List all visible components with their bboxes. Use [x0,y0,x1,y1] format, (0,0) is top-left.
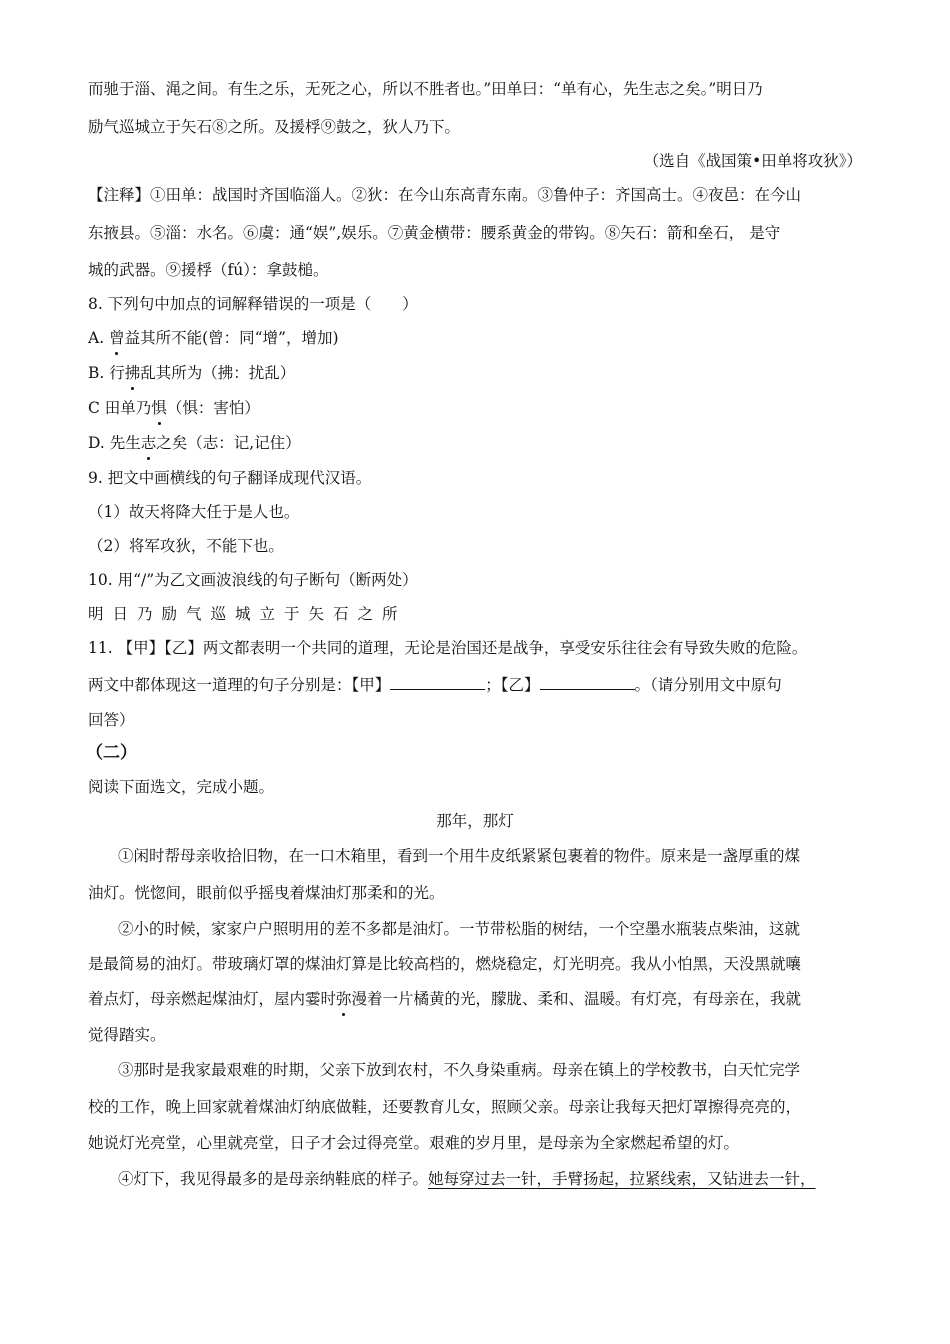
q8-b-dotted-word: 拂 [124,364,141,382]
q8-option-d [88,432,301,454]
essay-p3-line-2: 校的工作，晚上回家就着煤油灯纳底做鞋，还要教育儿女，照顾父亲。母亲让我每天把灯罩擦得亮亮的， [88,1098,802,1116]
q10-stem: 10. 用“/”为乙文画波浪线的句子断句（断两处） [88,571,418,589]
essay-p2-line-1: ②小的时候，家家户户照明用的差不多都是油灯。一节带松脂的树结，一个空墨水瓶装点柴油，这就 [118,920,801,938]
essay-p4-underlined-sentence: 她每穿过去一针，手臂扬起，拉紧线索，又钻进去一针， [428,1170,816,1188]
essay-p2-l3-post: 漫着一片橘黄的光，朦胧、柔和、温暖。有灯亮，有母亲在，我就 [351,990,802,1008]
essay-p1-line-1: ①闲时帮母亲收拾旧物，在一口木箱里，看到一个用牛皮纸紧紧包裹着的物件。原来是一盏厚重的煤 [118,847,801,865]
q8-d-dotted-word: 志 [140,434,157,452]
essay-p4-pre: ④灯下，我见得最多的是母亲纳鞋底的样子。 [118,1170,429,1188]
q8-c-text: （惧：害怕） [166,399,260,417]
q11-instruction: 。（请分别用文中原句 [634,676,782,694]
q8-d-text: 之矣（志：记,记住） [156,434,301,452]
q11-line-1: 11. 【甲】【乙】两文都表明一个共同的道理，无论是治国还是战争，享受安乐往往会有导致失败的危险。 [88,639,808,657]
essay-p2-line-4: 觉得踏实。 [88,1026,166,1044]
q8-d-prefix: D. 先生 [88,434,141,452]
q8-a-prefix: A. [88,329,110,347]
q11-line-3: 回答） [88,711,135,729]
section-2-instruction: 阅读下面选文，完成小题。 [88,778,275,796]
passage-b-line-1: 而驰于淄、渑之间。有生之乐，无死之心，所以不胜者也。”田单曰：“单有心，先生志之矣。”明日乃 [88,80,763,98]
essay-p1-line-2: 油灯。恍惚间，眼前似乎摇曳着煤油灯那柔和的光。 [88,884,445,902]
passage-b-source: （选自《战国策•田单将攻狄》） [643,152,862,170]
essay-p2-line-2: 是最简易的油灯。带玻璃灯罩的煤油灯算是比较高档的，燃烧稳定，灯光明亮。我从小怕黑，天没黑就嚷 [88,955,802,973]
q11-answer-blank-a[interactable] [390,675,485,690]
q8-option-b [88,362,295,384]
q9-sentence-2: （2）将军攻狄，不能下也。 [88,537,284,555]
q8-stem: 8. 下列句中加点的词解释错误的一项是（ ） [88,295,418,313]
q8-a-text: 益其所不能(曾：同“增”，增加) [124,329,339,347]
q11-label-b: ；【乙】 [485,676,540,694]
notes-line-3: 城的武器。⑨援桴（fú）：拿鼓槌。 [88,261,329,279]
q10-sentence: 明日乃励气巡城立于矢石之所 [88,605,407,623]
q11-prompt: 两文中都体现这一道理的句子分别是：【甲】 [88,676,391,694]
q8-option-c [88,397,260,419]
essay-dotted-word: 弥 [336,990,352,1008]
notes-line-1: 【注释】①田单：战国时齐国临淄人。②狄：在今山东高青东南。③鲁仲子：齐国高士。④夜邑：在今山 [88,186,802,204]
q11-answer-blank-b[interactable] [540,675,635,690]
q8-b-prefix: B. 行 [88,364,125,382]
q8-option-a [88,327,339,349]
essay-p2-line-3 [88,988,801,1010]
q9-sentence-1: （1）故天将降大任于是人也。 [88,503,300,521]
q8-c-prefix: C 田单乃 [88,399,152,417]
essay-p3-line-3: 她说灯光亮堂，心里就亮堂，日子才会过得亮堂。艰难的岁月里，是母亲为全家燃起希望的灯。 [88,1134,740,1152]
q9-stem: 9. 把文中画横线的句子翻译成现代汉语。 [88,469,372,487]
essay-p2-l3-pre: 着点灯，母亲燃起煤油灯，屋内霎时 [88,990,337,1008]
q11-line-2 [88,674,782,696]
q8-a-dotted-word: 曾 [109,329,125,347]
essay-p4-line-1 [118,1168,816,1190]
passage-b-line-2: 励气巡城立于矢石⑧之所。及援桴⑨鼓之，狄人乃下。 [88,118,461,136]
q8-c-dotted-word: 惧 [151,399,167,417]
q8-b-text: 乱其所为（拂：扰乱） [140,364,296,382]
section-2-heading: （二） [86,743,137,763]
notes-line-2: 东掖县。⑤淄：水名。⑥虞：通“娱”,娱乐。⑦黄金横带：腰系黄金的带钩。⑧矢石：箭和垒石， 是守 [88,224,781,242]
essay-title: 那年，那灯 [436,812,514,830]
essay-p3-line-1: ③那时是我家最艰难的时期，父亲下放到农村，不久身染重病。母亲在镇上的学校教书，白天忙完学 [118,1061,801,1079]
